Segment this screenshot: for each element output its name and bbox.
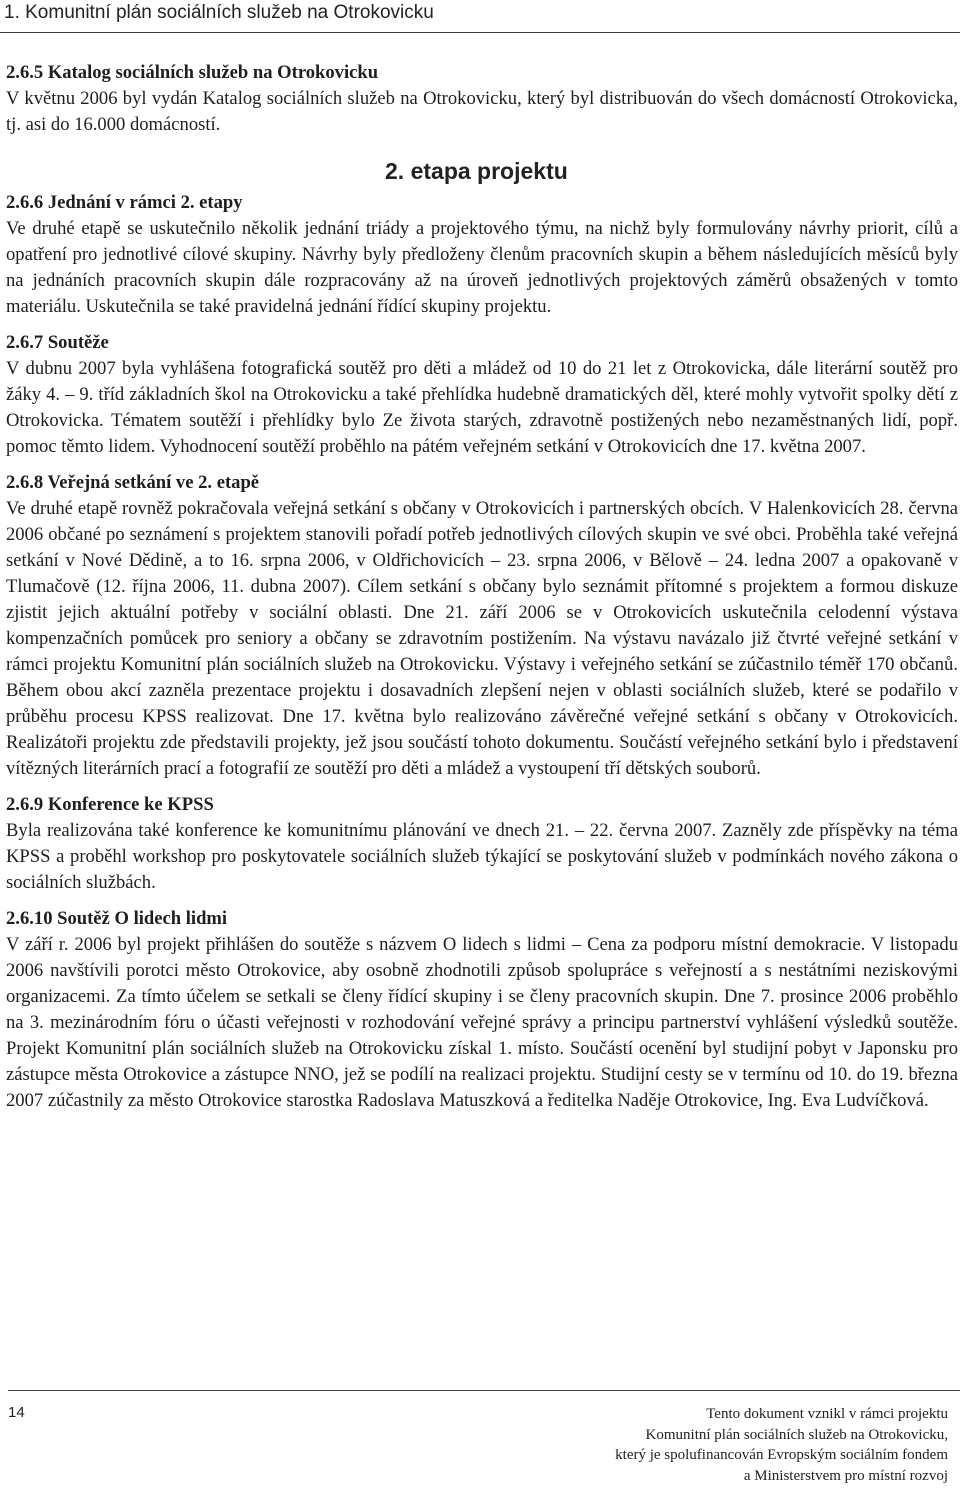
section-paragraph: Ve druhé etapě rovněž pokračovala veřejná setkání s občany v Otrokovicích i partnerských obcích. V Halenkovicích 28. června 2006 občané po seznámení s projektem stanovili pořadí potřeb jednotlivých cílových skupin ve své obci. Proběhla také veřejná setkání v Nové Dědině, a to 16. srpna 2006, v Oldřichovicích – 23. srpna 2006, v Bělově – 24. ledna 2007 a opakovaně v Tlumačově (12. října 2006, 11. dubna 2007). Cílem setkání s občany bylo seznámit přítomné s projektem a formou diskuze zjistit jejich aktuální potřeby v sociální oblasti. Dne 21. září 2006 se v Otrokovicích uskutečnila celodenní výstava kompenzačních pomůcek pro seniory a občany se zdravotním postižením. Na výstavu navázalo již čtvrté veřejné setkání v rámci projektu Komunitní plán sociálních služeb na Otrokovicku. Výstavy i veřejného setkání se zúčastnilo téměř 170 občanů. Během obou akcí zazněla prezentace projektu i dosavadních zlepšení nejen v oblasti sociálních služeb, které se podařilo v průběhu procesu KPSS realizovat. Dne 17. května bylo realizováno závěrečné veřejné setkání s občany v Otrokovicích. Realizátoři projektu zde představili projekty, jež jsou součástí tohoto dokumentu. Součástí veřejného setkání bylo i představení vítězných literárních prací a fotografií ze soutěží pro děti a mládež a vystoupení tří dětských souborů. (6, 498, 958, 779)
section-heading: 2.6.6 Jednání v rámci 2. etapy (6, 192, 243, 213)
running-header: 1. Komunitní plán sociálních služeb na Otrokovicku (4, 2, 434, 23)
footer-line: který je spolufinancován Evropským sociálním fondem (615, 1447, 948, 1463)
section-heading: 2.6.8 Veřejná setkání ve 2. etapě (6, 472, 260, 493)
footer-divider (8, 1390, 960, 1391)
footer-line: a Ministerstvem pro místní rozvoj (743, 1467, 948, 1484)
header-divider (0, 32, 960, 33)
section-paragraph: Ve druhé etapě se uskutečnilo několik jednání triády a projektového týmu, na nichž byly formulovány návrhy priorit, cílů a opatření pro jednotlivé cílové skupiny. Návrhy byly předloženy členům pracovních skupin a během následujících měsíců byly na jednáních pracovních skupin dále rozpracovány až na úroveň jednotlivých projektových záměrů obsažených v tomto materiálu. Uskutečnila se také pravidelná jednání řídící skupiny projektu. (6, 218, 958, 317)
etapa-title: 2. etapa projektu (385, 158, 568, 184)
page-number: 14 (8, 1404, 25, 1421)
section-heading: 2.6.9 Konference ke KPSS (6, 794, 214, 815)
document-body (6, 60, 958, 1114)
section (6, 470, 958, 782)
section-paragraph: V září r. 2006 byl projekt přihlášen do soutěže s názvem O lidech s lidmi – Cena za podporu místní demokracie. V listopadu 2006 navštívili porotci město Otrokovice, aby osobně zhodnotili způsob spolupráce s veřejností a s nestátními neziskovými organizacemi. Za tímto účelem se setkali se členy řídící skupiny i se členy pracovních skupin. Dne 7. prosince 2006 proběhlo na 3. mezinárodním fóru o účasti veřejnosti v rozhodování veřejné správy a principu partnerství vyhlášení výsledků soutěže. Projekt Komunitní plán sociálních služeb na Otrokovicku získal 1. místo. Součástí ocenění byl studijní pobyt v Japonsku pro zástupce města Otrokovice a zástupce NNO, jež se podílí na realizaci projektu. Studijní cesty se v termínu od 10. do 19. března 2007 zúčastnily za město Otrokovice starostka Radoslava Matuszková a ředitelka Naděje Otrokovice, Ing. Eva Ludvíčková. (6, 934, 958, 1111)
footer-line: Komunitní plán sociálních služeb na Otrokovicku, (645, 1426, 948, 1443)
section-heading: 2.6.5 Katalog sociálních služeb na Otrokovicku (6, 62, 379, 83)
section (6, 60, 958, 138)
section-heading: 2.6.10 Soutěž O lidech lidmi (6, 908, 228, 929)
section-heading: 2.6.7 Soutěže (6, 332, 109, 353)
section-paragraph: V květnu 2006 byl vydán Katalog sociálních služeb na Otrokovicku, který byl distribuován do všech domácností Otrokovicka, tj. asi do 16.000 domácností. (6, 88, 958, 135)
section (6, 906, 958, 1114)
section-paragraph: V dubnu 2007 byla vyhlášena fotografická soutěž pro děti a mládež od 10 do 21 let z Otrokovicka, dále literární soutěž pro žáky 4. – 9. tříd základních škol na Otrokovicku a také přehlídka hudebně dramatických děl, které mohly vytvořit spolky dětí z Otrokovicka. Tématem soutěží i přehlídky bylo Ze života starých, zdravotně postižených nebo nezaměstnaných lidí, popř. pomoc těmto lidem. Vyhodnocení soutěží proběhlo na pátém veřejném setkání v Otrokovicích dne 17. května 2007. (6, 358, 958, 457)
section-paragraph: Byla realizována také konference ke komunitnímu plánování ve dnech 21. – 22. června 2007. Zazněly zde příspěvky na téma KPSS a proběhl workshop pro poskytovatele sociálních služeb týkající se poskytování služeb v podmínkách nového zákona o sociálních službách. (6, 820, 958, 893)
footer-note (528, 1404, 948, 1486)
section (6, 330, 958, 460)
section (6, 792, 958, 896)
section (6, 190, 958, 320)
footer-line: Tento dokument vznikl v rámci projektu (706, 1406, 948, 1422)
